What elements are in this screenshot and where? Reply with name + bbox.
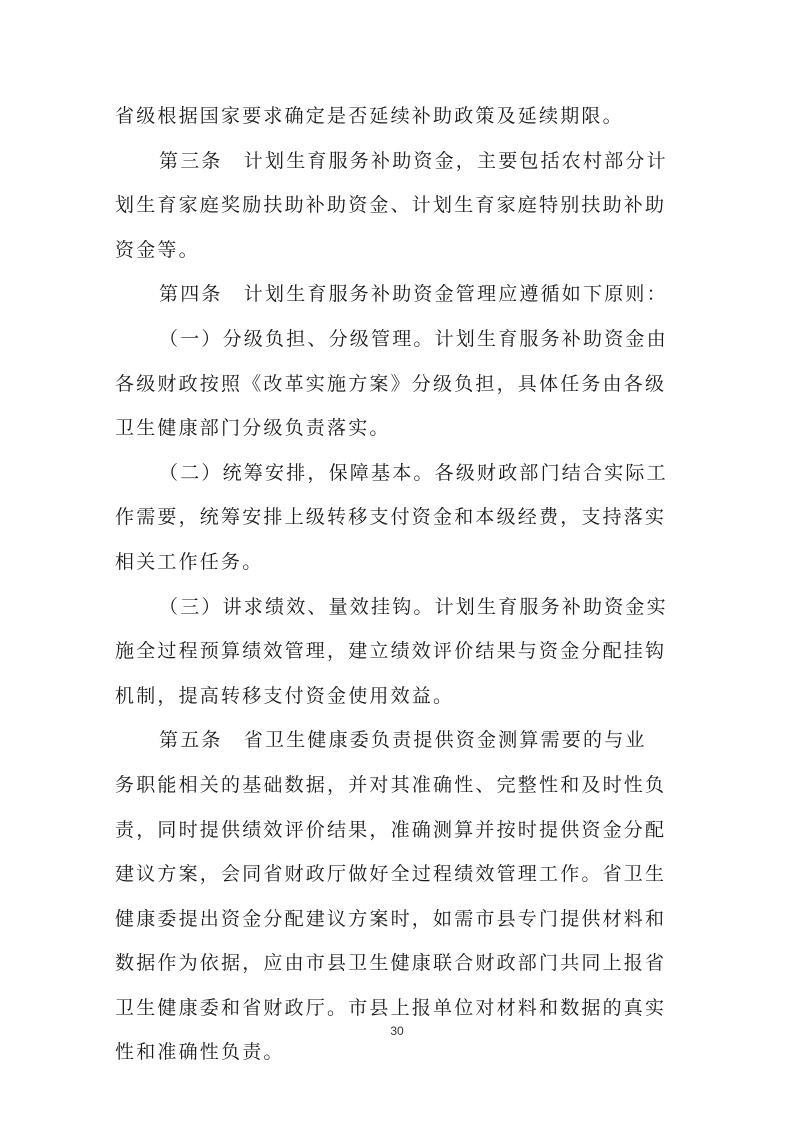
text-line: 建议方案，会同省财政厅做好全过程绩效管理工作。省卫生 xyxy=(115,863,667,886)
principle-2-line: （二）统筹安排，保障基本。各级财政部门结合实际工 xyxy=(159,461,668,484)
text-line: 责，同时提供绩效评价结果，准确测算并按时提供资金分配 xyxy=(115,818,667,841)
text-line: 卫生健康部门分级负责落实。 xyxy=(115,417,391,440)
article-5-heading-line: 第五条 省卫生健康委负责提供资金测算需要的与业 xyxy=(159,729,647,752)
text-line: 机制，提高转移支付资金使用效益。 xyxy=(115,684,455,707)
text-line: 各级财政按照《改革实施方案》分级负担，具体任务由各级 xyxy=(115,372,667,395)
text-line: 施全过程预算绩效管理，建立绩效评价结果与资金分配挂钩 xyxy=(115,640,667,663)
text-line: 划生育家庭奖励扶助补助资金、计划生育家庭特别扶助补助 xyxy=(115,194,667,217)
page-number: 30 xyxy=(390,1024,404,1038)
text-line: 数据作为依据，应由市县卫生健康联合财政部门共同上报省 xyxy=(115,952,667,975)
text-line: 性和准确性负责。 xyxy=(115,1041,285,1064)
text-line: 作需要，统筹安排上级转移支付资金和本级经费，支持落实 xyxy=(115,506,667,529)
text-line: 省级根据国家要求确定是否延续补助政策及延续期限。 xyxy=(115,105,624,127)
article-3-heading-line: 第三条 计划生育服务补助资金，主要包括农村部分计 xyxy=(159,149,668,172)
text-line: 务职能相关的基础数据，并对其准确性、完整性和及时性负 xyxy=(115,773,667,796)
principle-1-line: （一）分级负担、分级管理。计划生育服务补助资金由 xyxy=(159,327,668,350)
text-line: 相关工作任务。 xyxy=(115,550,264,573)
text-line: 健康委提出资金分配建议方案时，如需市县专门提供材料和 xyxy=(115,907,667,930)
text-line: 资金等。 xyxy=(115,238,200,261)
document-body xyxy=(115,94,681,1075)
text-line: 卫生健康委和省财政厅。市县上报单位对材料和数据的真实 xyxy=(115,996,667,1019)
principle-3-line: （三）讲求绩效、量效挂钩。计划生育服务补助资金实 xyxy=(159,595,668,618)
article-4-heading-line: 第四条 计划生育服务补助资金管理应遵循如下原则： xyxy=(159,283,668,306)
